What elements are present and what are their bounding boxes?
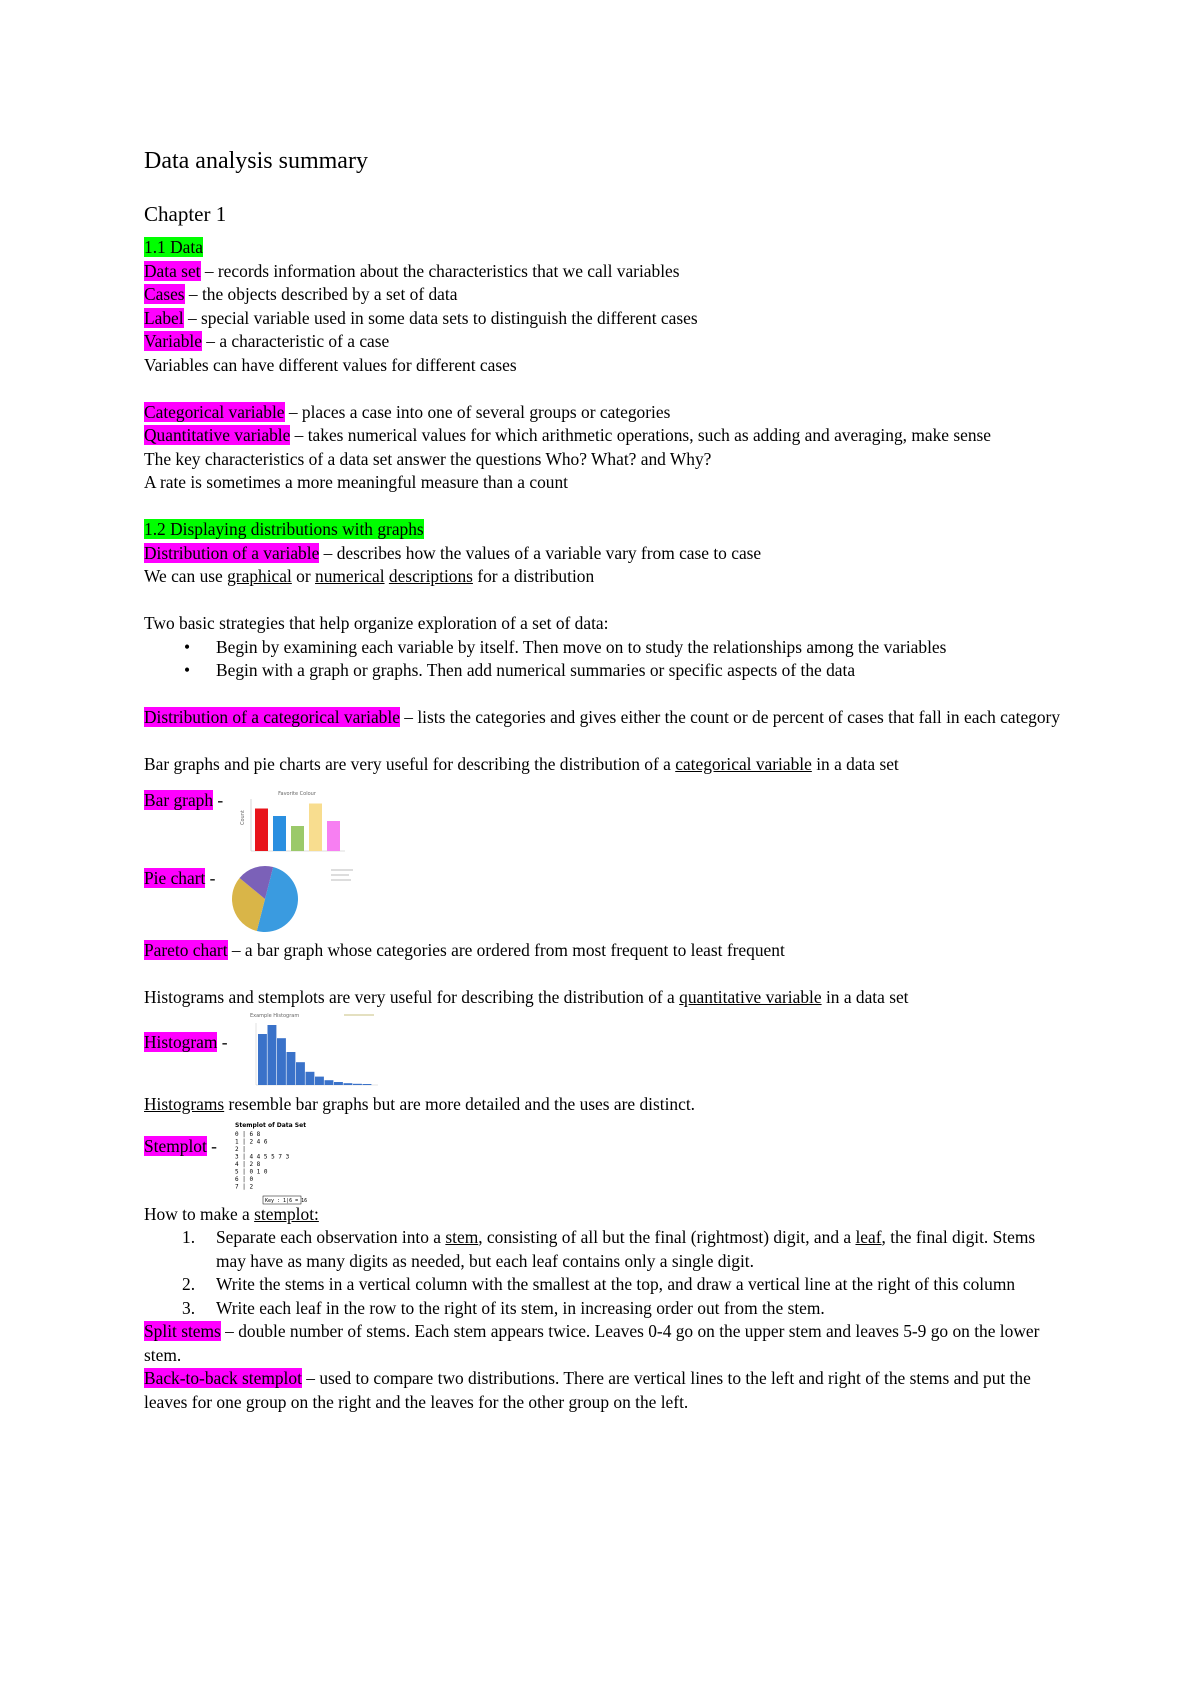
term-row (144, 542, 1064, 566)
list-item-text: Write each leaf in the row to the right of its stem, in increasing order out from the stem. (216, 1297, 825, 1318)
paragraph: Two basic strategies that help organize exploration of a set of data: (144, 613, 609, 633)
paragraph: The key characteristics of a data set answer the questions Who? What? and Why? (144, 448, 712, 469)
stemplot-row (144, 1119, 1064, 1207)
term-def: – describes how the values of a variable vary from case to case (319, 542, 762, 563)
histogram-thumb-bar (277, 1038, 286, 1085)
stemplot-thumb-row: 5 | 0 1 0 (234, 1168, 268, 1175)
list-number: 1. (182, 1227, 196, 1247)
histogram-thumb-bar (258, 1034, 267, 1085)
underlined-quantitative-variable: quantitative variable (679, 986, 822, 1007)
list-item (144, 659, 1064, 683)
underlined-stemplot: stemplot: (254, 1203, 319, 1224)
section-heading-1-1: 1.1 Data (144, 237, 203, 257)
stemplot-thumb-row: 4 | 2 8 (234, 1160, 261, 1168)
pie-chart-thumbnail (231, 863, 371, 935)
text: resemble bar graphs but are more detailed and the uses are distinct. (224, 1094, 696, 1114)
term-back-to-back-stemplot: Back-to-back stemplot (144, 1368, 302, 1388)
pie-legend-line (331, 869, 353, 871)
text: - (206, 1135, 217, 1156)
term-def: – the objects described by a set of data (184, 284, 458, 304)
paragraph: A rate is sometimes a more meaningful measure than a count (144, 472, 569, 492)
term-stemplot: Stemplot (144, 1135, 207, 1156)
term-categorical-variable: Categorical variable (144, 401, 285, 422)
list-number: 2. (182, 1274, 196, 1294)
term-variable: Variable (144, 331, 202, 351)
list-item-text: Begin with a graph or graphs. Then add numerical summaries or specific aspects of the data (216, 660, 856, 680)
list-item (144, 1226, 1064, 1273)
term-distribution-of-categorical-variable: Distribution of a categorical variable (144, 707, 400, 727)
bar-thumb-title: Favorite Colour (278, 790, 317, 797)
histogram-thumb-title: Example Histogram (249, 1013, 299, 1019)
term-row (144, 1367, 1064, 1414)
term-row (144, 283, 1064, 307)
histogram-thumbnail (244, 1009, 384, 1093)
list-item (144, 1273, 1064, 1297)
bar-thumb-ylabel: Count (240, 809, 247, 825)
term-def: – double number of stems. Each stem appears twice. Leaves 0-4 go on the upper stem and leaves 5-9 go on the lower stem. (144, 1321, 1040, 1365)
text: , consisting of all but the final (rightmost) digit, and a (478, 1227, 856, 1247)
histogram-thumb-bar (296, 1062, 305, 1085)
histogram-row (144, 1009, 1064, 1093)
pie-chart-row (144, 863, 1064, 935)
stemplot-thumbnail (233, 1119, 323, 1207)
term-distribution-of-a-variable: Distribution of a variable (144, 542, 320, 563)
text: - (213, 789, 224, 810)
underlined-descriptions: descriptions (388, 566, 473, 586)
histogram-thumb-bar (286, 1052, 295, 1085)
list-item-text: Begin by examining each variable by itself. Then move on to study the relationships among the variables (216, 636, 947, 657)
paragraph (144, 753, 1064, 777)
paragraph (144, 986, 1064, 1010)
bar-thumb-bar (309, 803, 322, 851)
pie-legend-line (331, 874, 349, 876)
document-title: Data analysis summary (144, 148, 368, 174)
term-pie-chart: Pie chart (144, 867, 206, 888)
histogram-thumb-bar (305, 1072, 314, 1085)
text: or (291, 566, 315, 586)
histogram-thumb-bar (334, 1082, 343, 1085)
histogram-thumb-bar (353, 1084, 362, 1085)
term-row (144, 307, 1064, 331)
term-def: – records information about the characteristics that we call variables (200, 260, 680, 281)
underlined-numerical: numerical (315, 566, 385, 586)
stemplot-thumb-row: 2 | (234, 1145, 246, 1153)
paragraph (144, 1203, 1064, 1227)
underlined-graphical: graphical (227, 566, 292, 586)
term-histogram: Histogram (144, 1032, 218, 1052)
term-row (144, 1320, 1064, 1367)
list-item (144, 1297, 1064, 1321)
term-row (144, 401, 1064, 425)
term-def: – used to compare two distributions. There are vertical lines to the left and right of the stems and put the leaves for one group on the right and the leaves for the other group on the left. (144, 1368, 1031, 1412)
term-split-stems: Split stems (144, 1321, 221, 1341)
term-quantitative-variable: Quantitative variable (144, 425, 291, 445)
stemplot-thumb-title: Stemplot of Data Set (234, 1121, 307, 1129)
bar-graph-thumbnail (239, 789, 349, 857)
list-item-text: Write the stems in a vertical column with the smallest at the top, and draw a vertical line at the right of this column (216, 1274, 1016, 1294)
histogram-thumb-bar (362, 1084, 371, 1085)
text: How to make a (144, 1203, 255, 1224)
stemplot-thumb-row: 7 | 2 (234, 1183, 254, 1190)
text: Separate each observation into a (216, 1227, 446, 1247)
pie-legend-line (331, 879, 351, 881)
stemplot-thumb-row: 1 | 2 4 6 (234, 1138, 268, 1145)
term-row (144, 260, 1064, 284)
histogram-thumb-bar (324, 1080, 333, 1085)
text: in a data set (811, 754, 899, 774)
term-row (144, 330, 1064, 354)
section-heading-1-2: 1.2 Displaying distributions with graphs (144, 519, 424, 539)
text: in a data set (821, 986, 909, 1007)
list-number: 3. (182, 1297, 196, 1318)
document-page (144, 140, 1064, 1414)
bullet-icon: • (184, 660, 191, 680)
bar-graph-row (144, 789, 1064, 857)
term-pareto-chart: Pareto chart (144, 939, 228, 960)
histogram-thumb-bar (315, 1077, 324, 1085)
paragraph (144, 1093, 1064, 1117)
term-row (144, 424, 1064, 448)
histogram-thumb-bar (267, 1025, 276, 1085)
term-row (144, 706, 1064, 730)
term-def: – special variable used in some data sets to distinguish the different cases (183, 307, 698, 328)
chapter-heading: Chapter 1 (144, 202, 227, 226)
term-data-set: Data set (144, 260, 201, 281)
underlined-histograms: Histograms (144, 1094, 225, 1114)
list-item (144, 636, 1064, 660)
bar-thumb-bar (327, 821, 340, 851)
paragraph (144, 565, 1064, 589)
term-cases: Cases (144, 284, 185, 304)
text: , the final digit. Stems may have as many digits as needed, but each leaf contains only a single digit. (216, 1227, 1036, 1271)
histogram-legend-line (344, 1014, 374, 1016)
text: Bar graphs and pie charts are very useful for describing the distribution of a (144, 754, 676, 774)
bar-thumb-bar (291, 826, 304, 851)
bar-thumb-bar (273, 816, 286, 851)
term-def: – takes numerical values for which arithmetic operations, such as adding and averaging, make sense (290, 425, 992, 445)
stemplot-thumb-row: 3 | 4 4 5 5 7 3 (234, 1153, 290, 1160)
underlined-categorical-variable: categorical variable (675, 754, 812, 774)
term-def: – places a case into one of several groups or categories (284, 401, 671, 422)
paragraph: Variables can have different values for different cases (144, 354, 517, 375)
term-def: – a characteristic of a case (201, 331, 390, 351)
term-label: Label (144, 307, 184, 328)
bullet-icon: • (184, 636, 191, 657)
text: - (217, 1032, 228, 1052)
term-def: – lists the categories and gives either the count or de percent of cases that fall in each category (399, 707, 1061, 727)
term-def: – a bar graph whose categories are ordered from most frequent to least frequent (227, 939, 785, 960)
histogram-thumb-bar (343, 1083, 352, 1085)
bar-thumb-bar (255, 808, 268, 851)
stemplot-key: Key : 1|6 = 16 (264, 1197, 308, 1204)
text: for a distribution (472, 566, 595, 586)
underlined-stem: stem (445, 1227, 479, 1247)
term-row (144, 939, 1064, 963)
term-bar-graph: Bar graph (144, 789, 214, 810)
text: We can use (144, 566, 228, 586)
stemplot-thumb-row: 0 | 6 8 (234, 1130, 261, 1138)
text: - (205, 867, 216, 888)
underlined-leaf: leaf (855, 1227, 882, 1247)
stemplot-thumb-row: 6 | 0 (234, 1175, 254, 1183)
text: Histograms and stemplots are very useful for describing the distribution of a (144, 986, 680, 1007)
